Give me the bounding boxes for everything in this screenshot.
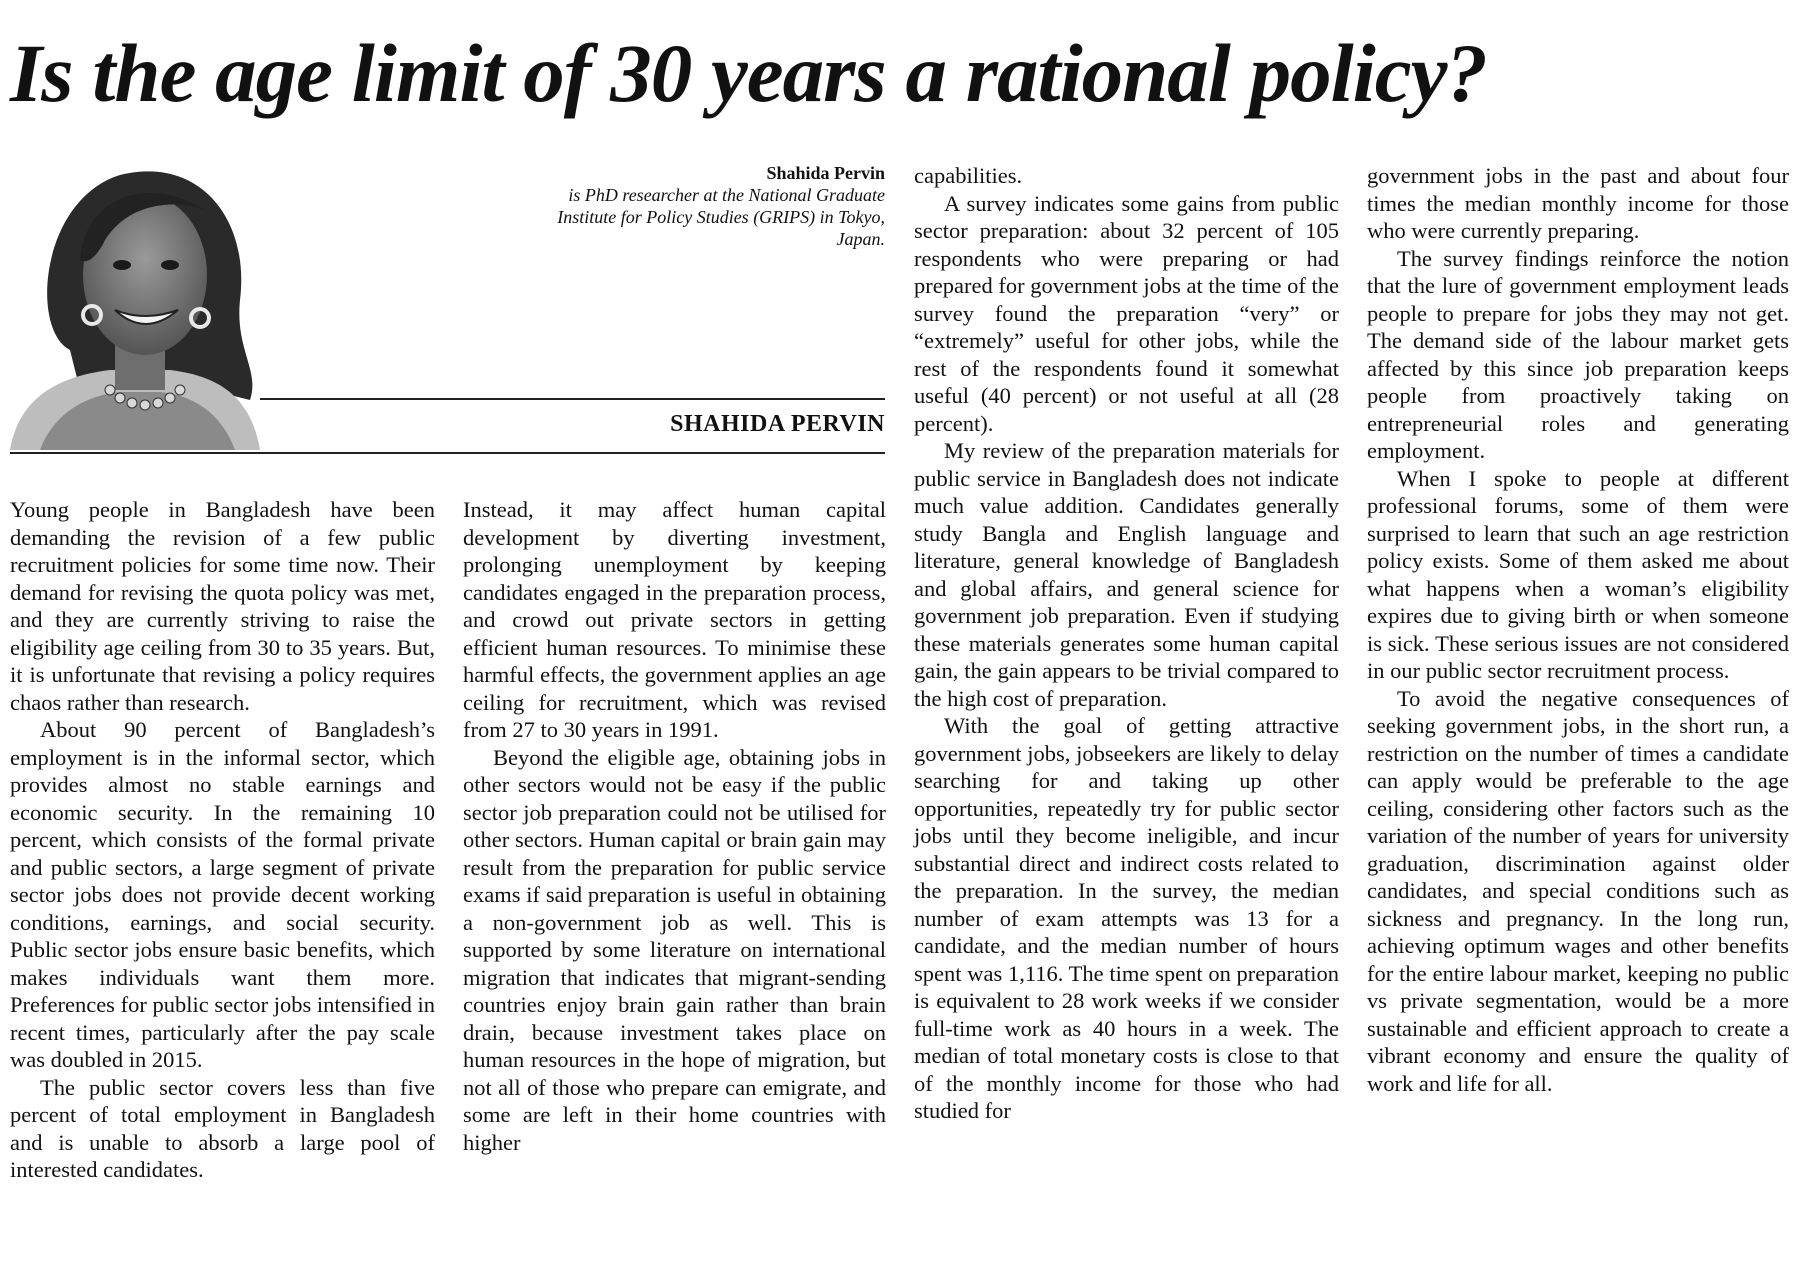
paragraph: The public sector covers less than five percent of total employment in Bangladesh and is unable to absorb a large pool of interested candidates.	[10, 1074, 435, 1182]
paragraph: A survey indicates some gains from public sector preparation: about 32 percent of 105 respondents who were preparing or had prepared for government jobs at the time of the survey found the preparation “very” or “extremely” useful for other jobs, while the rest of the respondents found it somewhat useful (40 percent) or not useful at all (28 percent).	[914, 190, 1339, 436]
paragraph: To avoid the negative consequences of seeking government jobs, in the short run, a restriction on the number of times a candidate can apply would be preferable to the age ceiling, considering other factors such as the variation of the number of years for university graduation, discrimination against older candidates, and special conditions such as sickness and pregnancy. In the long run, achieving optimum wages and other benefits for the entire labour market, keeping no public vs private segmentation, would be a more sustainable and efficient approach to create a vibrant economy and ensure the quality of work and life for all.	[1367, 685, 1789, 1096]
header-bottom-divider	[10, 452, 885, 454]
paragraph: When I spoke to people at different professional forums, some of them were surprised to learn that such an age restriction policy exists. Some of them asked me about what happens when a woman’s eligibility expires due to giving birth or when someone is sick. These serious issues are not considered in our public sector recruitment process.	[1367, 465, 1789, 683]
author-photo	[10, 140, 260, 450]
paragraph: With the goal of getting attractive government jobs, jobseekers are likely to delay searching for and taking up other opportunities, repeatedly try for public sector jobs until they become ineligible, and incur substantial direct and indirect costs related to the preparation. In the survey, the median number of exam attempts was 13 for a candidate, and the median number of hours spent was 1,116. The time spent on preparation is equivalent to 28 work weeks if we consider full-time work as 40 hours in a week. The median of total monetary costs is close to that of the monthly income for those who had studied for	[914, 713, 1339, 1123]
headline: Is the age limit of 30 years a rational policy?	[10, 27, 1487, 119]
byline-divider	[260, 398, 885, 400]
bio-description: is PhD researcher at the National Graduate Institute for Policy Studies (GRIPS) in Tokyo, Japan.	[557, 185, 885, 249]
article-column-2	[463, 496, 886, 1156]
article-column-3	[914, 162, 1339, 1125]
paragraph: The survey findings reinforce the notion that the lure of government employment leads people to prepare for jobs they may not get. The demand side of the labour market gets affected by this since job preparation keeps people from proactively taking on entrepreneurial roles and generating employment.	[1367, 245, 1789, 463]
paragraph: About 90 percent of Bangladesh’s employment is in the informal sector, which provides almost no stable earnings and economic security. In the remaining 10 percent, which consists of the formal private and public sectors, a large segment of private sector jobs does not provide decent working conditions, earnings, and social security. Public sector jobs ensure basic benefits, which makes individuals want them more. Preferences for public sector jobs intensified in recent times, particularly after the pay scale was doubled in 2015.	[10, 717, 435, 1072]
article-column-4	[1367, 162, 1789, 1097]
author-bio	[525, 162, 885, 250]
paragraph: government jobs in the past and about four times the median monthly income for those who were currently preparing.	[1367, 163, 1789, 243]
article-column-1	[10, 496, 435, 1184]
paragraph: My review of the preparation materials for public service in Bangladesh does not indicate much value addition. Candidates generally study Bangla and English language and literature, general knowledge of Bangladesh and global affairs, and general science for government job preparation. Even if studying these materials generates some human capital gain, the gain appears to be trivial compared to the high cost of preparation.	[914, 438, 1339, 711]
paragraph: Instead, it may affect human capital development by diverting investment, prolonging unemployment by keeping candidates engaged in the preparation process, and crowd out private sectors in getting efficient human resources. To minimise these harmful effects, the government applies an age ceiling for recruitment, which was revised from 27 to 30 years in 1991.	[463, 497, 886, 742]
bio-author-name: Shahida Pervin	[766, 163, 885, 183]
paragraph: Beyond the eligible age, obtaining jobs in other sectors would not be easy if the public sector job preparation could not be utilised for other sectors. Human capital or brain gain may result from the preparation for public service exams if said preparation is useful in obtaining a non-government job as well. This is supported by some literature on international migration that indicates that migrant-sending countries enjoy brain gain rather than brain drain, because investment takes place on human resources in the hope of migration, but not all of those who prepare can emigrate, and some are left in their home countries with higher	[463, 744, 886, 1155]
byline: SHAHIDA PERVIN	[670, 411, 885, 437]
paragraph: capabilities.	[914, 163, 1023, 188]
paragraph: Young people in Bangladesh have been demanding the revision of a few public recruitment policies for some time now. Their demand for revising the quota policy was met, and they are currently striving to raise the eligibility age ceiling from 30 to 35 years. But, it is unfortunate that revising a policy requires chaos rather than research.	[10, 497, 435, 715]
